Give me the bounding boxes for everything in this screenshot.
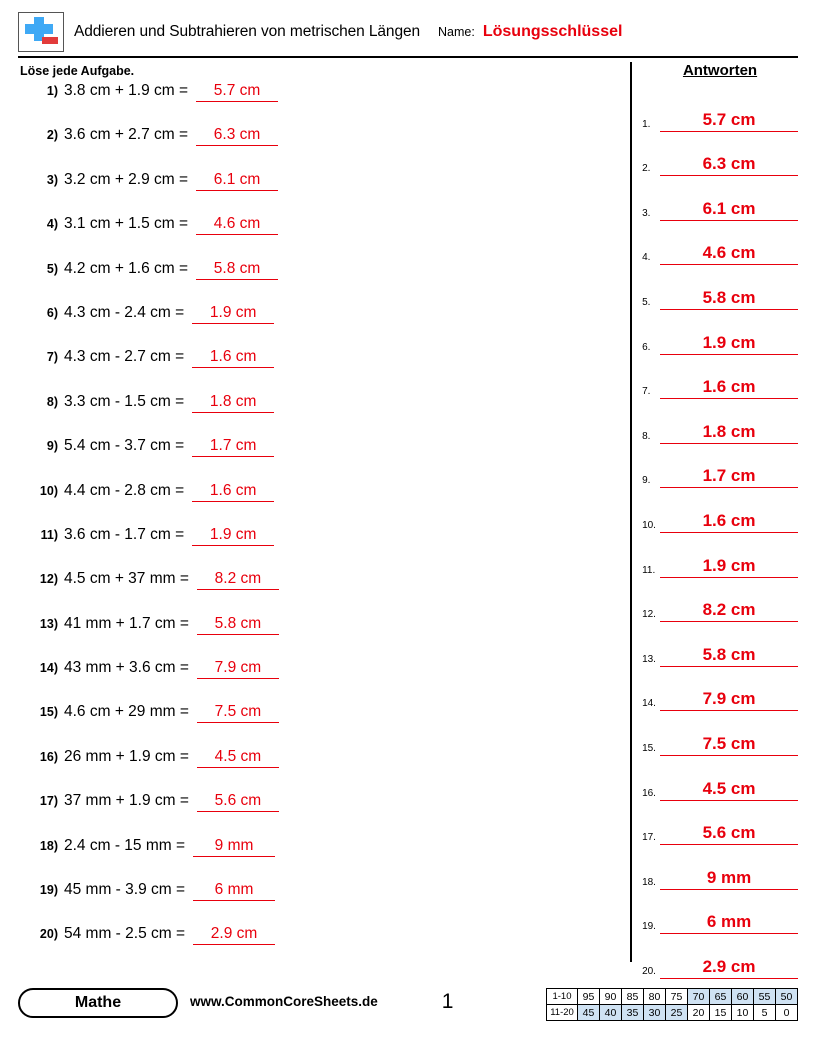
answer-value[interactable]: 5.8 cm: [660, 645, 798, 667]
problems-list: [18, 82, 630, 970]
answer-number: 14.: [642, 698, 656, 710]
answer-number: 19.: [642, 921, 656, 933]
score-range-label: 1-10: [547, 989, 578, 1005]
problem-expression: 37 mm + 1.9 cm =: [64, 792, 189, 810]
problem-expression: 4.3 cm - 2.4 cm =: [64, 303, 185, 321]
score-cell: 30: [644, 1005, 666, 1021]
answer-value[interactable]: 5.7 cm: [660, 110, 798, 132]
score-cell: 60: [732, 989, 754, 1005]
answer-key-label: Lösungsschlüssel: [482, 23, 623, 40]
problem-number: 5): [46, 261, 58, 276]
problem-expression: 41 mm + 1.7 cm =: [64, 614, 189, 632]
page-header: [18, 14, 798, 58]
problem-row: [18, 304, 630, 348]
problem-row: [18, 615, 630, 659]
problem-expression: 3.8 cm + 1.9 cm =: [64, 82, 189, 99]
answer-row: [642, 890, 798, 935]
problem-row: [18, 437, 630, 481]
score-cell: 35: [622, 1005, 644, 1021]
answer-value[interactable]: 7.9 cm: [660, 689, 798, 711]
answer-row: [642, 355, 798, 400]
problem-row: [18, 215, 630, 259]
problem-number: 12): [39, 572, 58, 587]
answer-number: 10.: [642, 519, 656, 531]
answer-value[interactable]: 1.9 cm: [660, 333, 798, 355]
problem-row: [18, 260, 630, 304]
problem-number: 2): [46, 128, 58, 143]
problem-answer-blank[interactable]: 1.7 cm: [192, 437, 274, 457]
answer-row: [642, 399, 798, 444]
problem-answer-blank[interactable]: 4.6 cm: [196, 215, 278, 235]
problem-row: [18, 659, 630, 703]
answer-number: 11.: [642, 564, 656, 576]
problem-answer-blank[interactable]: 7.5 cm: [197, 703, 279, 723]
answers-column: [632, 62, 798, 977]
score-cell: 50: [776, 989, 798, 1005]
problem-row: [18, 393, 630, 437]
answer-row: [642, 845, 798, 890]
score-cell: 90: [600, 989, 622, 1005]
page-title: Addieren und Subtrahieren von metrischen Längen: [74, 23, 421, 40]
problem-row: [18, 171, 630, 215]
problem-answer-blank[interactable]: 9 mm: [193, 837, 275, 857]
answer-value[interactable]: 1.8 cm: [660, 422, 798, 444]
problem-answer-blank[interactable]: 2.9 cm: [193, 925, 275, 945]
answer-number: 15.: [642, 742, 656, 754]
answer-value[interactable]: 1.9 cm: [660, 556, 798, 578]
problem-number: 1): [46, 84, 58, 98]
problem-row: [18, 570, 630, 614]
problem-number: 7): [46, 350, 58, 365]
answer-value[interactable]: 4.6 cm: [660, 243, 798, 265]
answer-row: [642, 488, 798, 533]
problem-expression: 4.4 cm - 2.8 cm =: [64, 481, 185, 499]
problem-number: 18): [39, 838, 58, 853]
problem-number: 15): [39, 705, 58, 720]
problem-expression: 43 mm + 3.6 cm =: [64, 659, 189, 677]
score-cell: 5: [754, 1005, 776, 1021]
problem-answer-blank[interactable]: 5.8 cm: [196, 260, 278, 280]
problem-number: 8): [46, 394, 58, 409]
answers-list: [642, 87, 798, 979]
problem-expression: 26 mm + 1.9 cm =: [64, 747, 189, 765]
problem-number: 13): [39, 616, 58, 631]
answer-row: [642, 132, 798, 177]
problem-row: [18, 792, 630, 836]
answer-row: [642, 87, 798, 132]
answer-value[interactable]: 9 mm: [660, 868, 798, 890]
answer-number: 17.: [642, 832, 656, 844]
worksheet-body: [18, 62, 798, 977]
problem-row: [18, 881, 630, 925]
problem-answer-blank[interactable]: 1.9 cm: [192, 526, 274, 546]
problem-expression: 3.6 cm - 1.7 cm =: [64, 525, 185, 543]
score-range-label: 11-20: [547, 1005, 578, 1021]
answer-number: 4.: [642, 252, 651, 264]
score-cell: 65: [710, 989, 732, 1005]
problem-row: [18, 482, 630, 526]
answer-row: [642, 622, 798, 667]
problem-expression: 4.2 cm + 1.6 cm =: [64, 259, 189, 277]
problem-number: 20): [39, 927, 58, 942]
problem-answer-blank[interactable]: 6.3 cm: [196, 126, 278, 146]
problem-answer-blank[interactable]: 6 mm: [193, 881, 275, 901]
answer-row: [642, 934, 798, 979]
problem-expression: 54 mm - 2.5 cm =: [64, 925, 186, 943]
answer-row: [642, 221, 798, 266]
problem-number: 14): [39, 661, 58, 676]
problem-expression: 5.4 cm - 3.7 cm =: [64, 437, 185, 455]
answer-row: [642, 756, 798, 801]
answer-row: [642, 265, 798, 310]
answer-number: 1.: [642, 118, 651, 130]
score-table-row: [547, 989, 798, 1005]
score-cell: 20: [688, 1005, 710, 1021]
problem-row: [18, 703, 630, 747]
answer-row: [642, 667, 798, 712]
instructions-text: Löse jede Aufgabe.: [20, 64, 135, 78]
answer-number: 13.: [642, 653, 656, 665]
answer-row: [642, 176, 798, 221]
problems-column: [18, 62, 630, 967]
problem-answer-blank[interactable]: 6.1 cm: [196, 171, 278, 191]
answer-value[interactable]: 5.6 cm: [660, 823, 798, 845]
problem-number: 6): [46, 305, 58, 320]
score-cell: 55: [754, 989, 776, 1005]
answer-number: 2.: [642, 163, 651, 175]
problem-number: 11): [40, 527, 58, 542]
answer-number: 8.: [642, 430, 651, 442]
problem-answer-blank[interactable]: 4.5 cm: [197, 748, 279, 768]
problem-number: 4): [46, 217, 58, 232]
problem-row: [18, 925, 630, 969]
problem-number: 10): [39, 483, 58, 498]
score-cell: 85: [622, 989, 644, 1005]
score-table-row: [547, 1005, 798, 1021]
problem-row: [18, 837, 630, 881]
score-cell: 0: [776, 1005, 798, 1021]
answer-value[interactable]: 6 mm: [660, 912, 798, 934]
problem-row: [18, 526, 630, 570]
answer-number: 9.: [642, 475, 651, 487]
answer-value[interactable]: 1.7 cm: [660, 466, 798, 488]
problem-row: [18, 348, 630, 392]
problem-expression: 3.1 cm + 1.5 cm =: [64, 215, 189, 233]
problem-answer-blank[interactable]: 1.6 cm: [192, 348, 274, 368]
problem-number: 3): [46, 172, 58, 187]
score-cell: 45: [578, 1005, 600, 1021]
answer-value[interactable]: 2.9 cm: [660, 957, 798, 979]
answer-row: [642, 578, 798, 623]
answer-value[interactable]: 5.8 cm: [660, 288, 798, 310]
page-footer: [18, 988, 798, 1044]
answer-number: 5.: [642, 296, 651, 308]
answer-value[interactable]: 6.1 cm: [660, 199, 798, 221]
answer-row: [642, 801, 798, 846]
answer-number: 20.: [642, 965, 656, 977]
score-cell: 15: [710, 1005, 732, 1021]
answer-number: 18.: [642, 876, 656, 888]
answer-number: 7.: [642, 386, 651, 398]
problem-expression: 3.3 cm - 1.5 cm =: [64, 392, 185, 410]
problem-answer-blank[interactable]: 5.8 cm: [197, 615, 279, 635]
problem-answer-blank[interactable]: 5.7 cm: [196, 82, 278, 102]
score-cell: 70: [688, 989, 710, 1005]
subject-badge: Mathe: [18, 988, 178, 1018]
problem-answer-blank[interactable]: 8.2 cm: [197, 570, 279, 590]
problem-answer-blank[interactable]: 1.8 cm: [192, 393, 274, 413]
answer-row: [642, 533, 798, 578]
problem-expression: 4.5 cm + 37 mm =: [64, 570, 189, 588]
answer-number: 12.: [642, 609, 656, 621]
plus-minus-logo-icon: [18, 12, 64, 52]
score-cell: 40: [600, 1005, 622, 1021]
score-cell: 75: [666, 989, 688, 1005]
problem-number: 9): [46, 439, 58, 454]
problem-number: 17): [39, 794, 58, 809]
problem-answer-blank[interactable]: 5.6 cm: [197, 792, 279, 812]
answers-title: Antworten: [682, 62, 758, 79]
answer-row: [642, 444, 798, 489]
answer-value[interactable]: 1.6 cm: [660, 377, 798, 399]
answer-number: 16.: [642, 787, 656, 799]
answer-value[interactable]: 8.2 cm: [660, 600, 798, 622]
problem-expression: 3.6 cm + 2.7 cm =: [64, 126, 189, 144]
answer-number: 3.: [642, 207, 651, 219]
problem-expression: 2.4 cm - 15 mm =: [64, 836, 186, 854]
score-table: [546, 988, 798, 1021]
problem-expression: 3.2 cm + 2.9 cm =: [64, 170, 189, 188]
problem-answer-blank[interactable]: 7.9 cm: [197, 659, 279, 679]
problem-number: 16): [39, 749, 58, 764]
answer-value[interactable]: 6.3 cm: [660, 154, 798, 176]
answer-value[interactable]: 1.6 cm: [660, 511, 798, 533]
problem-row: [18, 126, 630, 170]
answer-value[interactable]: 7.5 cm: [660, 734, 798, 756]
answer-row: [642, 310, 798, 355]
problem-row: [18, 82, 630, 126]
problem-number: 19): [39, 883, 58, 898]
score-cell: 95: [578, 989, 600, 1005]
problem-answer-blank[interactable]: 1.9 cm: [192, 304, 274, 324]
score-cell: 80: [644, 989, 666, 1005]
problem-row: [18, 748, 630, 792]
problem-answer-blank[interactable]: 1.6 cm: [192, 482, 274, 502]
problem-expression: 4.3 cm - 2.7 cm =: [64, 348, 185, 366]
score-cell: 10: [732, 1005, 754, 1021]
answer-row: [642, 711, 798, 756]
score-cell: 25: [666, 1005, 688, 1021]
problem-expression: 45 mm - 3.9 cm =: [64, 881, 186, 899]
website-url: www.CommonCoreSheets.de: [190, 994, 378, 1009]
answer-value[interactable]: 4.5 cm: [660, 779, 798, 801]
answer-number: 6.: [642, 341, 651, 353]
page-number: 1: [441, 990, 454, 1013]
name-label: Name:: [438, 25, 475, 39]
problem-expression: 4.6 cm + 29 mm =: [64, 703, 189, 721]
